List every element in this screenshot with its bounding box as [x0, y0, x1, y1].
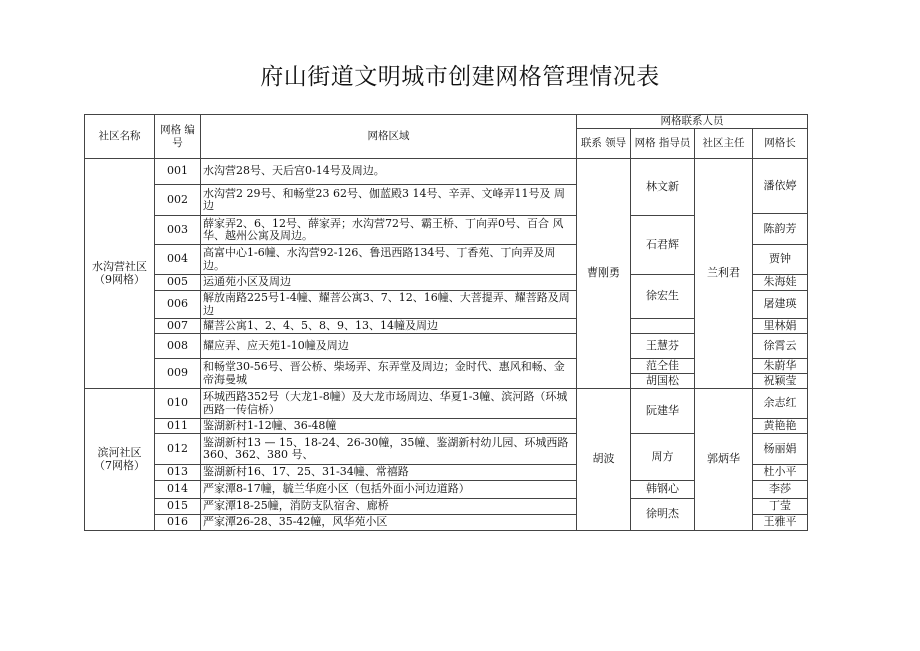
grid-instructor: [631, 319, 695, 334]
grid-instructor: 阮建华: [631, 389, 695, 434]
grid-head: 杨丽娟: [753, 434, 808, 465]
header-grid-head: 网格长: [753, 129, 808, 159]
grid-head: 王雅平: [753, 515, 808, 531]
grid-area: 水沟营28号、天后宫0-14号及周边。: [201, 159, 577, 185]
grid-number: 014: [155, 481, 201, 499]
grid-instructor: 周方: [631, 434, 695, 481]
header-area: 网格区域: [201, 115, 577, 159]
grid-number: 002: [155, 185, 201, 216]
grid-area: 水沟营2 29号、和畅堂23 62号、伽蓝殿3 14号、辛弄、文峰弄11号及 周边: [201, 185, 577, 216]
grid-head: 祝颖莹: [753, 374, 808, 389]
grid-instructor: 范仝佳: [631, 359, 695, 374]
grid-area: 和畅堂30-56号、晋公桥、柴场弄、东弄堂及周边；金时代、惠风和畅、金帝海曼城: [201, 359, 577, 389]
grid-head: 陈韵芳: [753, 214, 808, 245]
grid-instructor: 林文新: [631, 159, 695, 216]
grid-number: 007: [155, 319, 201, 334]
page-title: 府山街道文明城市创建网格管理情况表: [260, 64, 660, 90]
grid-head: 余志红: [753, 389, 808, 419]
grid-head: 贾钟: [753, 245, 808, 275]
header-contacts: 网格联系人员: [577, 115, 808, 129]
grid-instructor: 徐宏生: [631, 275, 695, 319]
grid-management-table: [84, 114, 808, 531]
grid-area: 严家潭18-25幢，消防支队宿舍、廊桥: [201, 499, 577, 515]
grid-number: 013: [155, 465, 201, 481]
community-director: 郭炳华: [695, 389, 753, 531]
grid-head: 朱海娃: [753, 275, 808, 291]
grid-instructor: 韩钢心: [631, 481, 695, 499]
grid-area: 环城西路352号（大龙1-8幢）及大龙市场周边、华夏1-3幢、滨河路（环城西路一传信桥）: [201, 389, 577, 419]
community-name-cell: [85, 159, 155, 389]
grid-head: 徐霄云: [753, 334, 808, 359]
grid-number: 001: [155, 159, 201, 185]
community-grid-count: （7网格）: [94, 458, 145, 472]
header-director: 社区主任: [695, 129, 753, 159]
grid-area: 运通苑小区及周边: [201, 275, 577, 291]
community-director: 兰利君: [695, 159, 753, 389]
grid-number: 010: [155, 389, 201, 419]
grid-area: 严家潭8-17幢，毓兰华庭小区（包括外面小河边道路）: [201, 481, 577, 499]
table-row: [85, 389, 808, 419]
grid-area: 鉴湖新村16、17、25、31-34幢、常禧路: [201, 465, 577, 481]
grid-area: 鉴湖新村1-12幢、36-48幢: [201, 419, 577, 434]
grid-head: 朱蔚华: [753, 359, 808, 374]
grid-number: 016: [155, 515, 201, 531]
grid-head: 屠建瑛: [753, 291, 808, 319]
grid-head: 黄艳艳: [753, 419, 808, 434]
community-name: 水沟营社区: [92, 260, 147, 273]
grid-head: 里林娟: [753, 319, 808, 334]
grid-head: 潘依婷: [753, 159, 808, 214]
grid-number: 003: [155, 216, 201, 245]
grid-instructor: 石君辉: [631, 216, 695, 275]
grid-number: 006: [155, 291, 201, 319]
grid-area: 薛家弄2、6、12号、薛家弄；水沟营72号、霸王桥、丁向弄0号、百合 风华、越州公寓及周边。: [201, 216, 577, 245]
grid-number: 008: [155, 334, 201, 359]
contact-leader: 曹刚勇: [577, 159, 631, 389]
header-grid-no: 网格 编号: [155, 115, 201, 159]
grid-area: 严家潭26-28、35-42幢，风华苑小区: [201, 515, 577, 531]
grid-head: 李莎: [753, 481, 808, 499]
grid-area: 高富中心1-6幢、水沟营92-126、鲁迅西路134号、丁香苑、丁向弄及周边。: [201, 245, 577, 275]
header-community: 社区名称: [85, 115, 155, 159]
table-row: [85, 159, 808, 185]
grid-area: 鉴湖新村13 — 15、18-24、26-30幢，35幢、鉴湖新村幼儿园、环城西路360、362、380 号、: [201, 434, 577, 465]
contact-leader: 胡波: [577, 389, 631, 531]
grid-head: 丁莹: [753, 499, 808, 515]
community-name-cell: [85, 389, 155, 531]
header-leader: 联系 领导: [577, 129, 631, 159]
header-instructor: 网格 指导员: [631, 129, 695, 159]
grid-instructor: 徐明杰: [631, 499, 695, 531]
grid-number: 009: [155, 359, 201, 389]
grid-number: 005: [155, 275, 201, 291]
grid-instructor: 王慧芬: [631, 334, 695, 359]
grid-area: 解放南路225号1-4幢、耀菩公寓3、7、12、16幢、大菩提弄、耀菩路及周边: [201, 291, 577, 319]
grid-area: 耀菩公寓1、2、4、5、8、9、13、14幢及周边: [201, 319, 577, 334]
grid-number: 011: [155, 419, 201, 434]
community-grid-count: （9网格）: [94, 272, 145, 286]
grid-number: 012: [155, 434, 201, 465]
grid-area: 耀应弄、应天苑1-10幢及周边: [201, 334, 577, 359]
grid-head: 杜小平: [753, 465, 808, 481]
grid-number: 015: [155, 499, 201, 515]
community-name: 滨河社区: [97, 446, 142, 459]
grid-instructor: 胡国松: [631, 374, 695, 389]
grid-number: 004: [155, 245, 201, 275]
